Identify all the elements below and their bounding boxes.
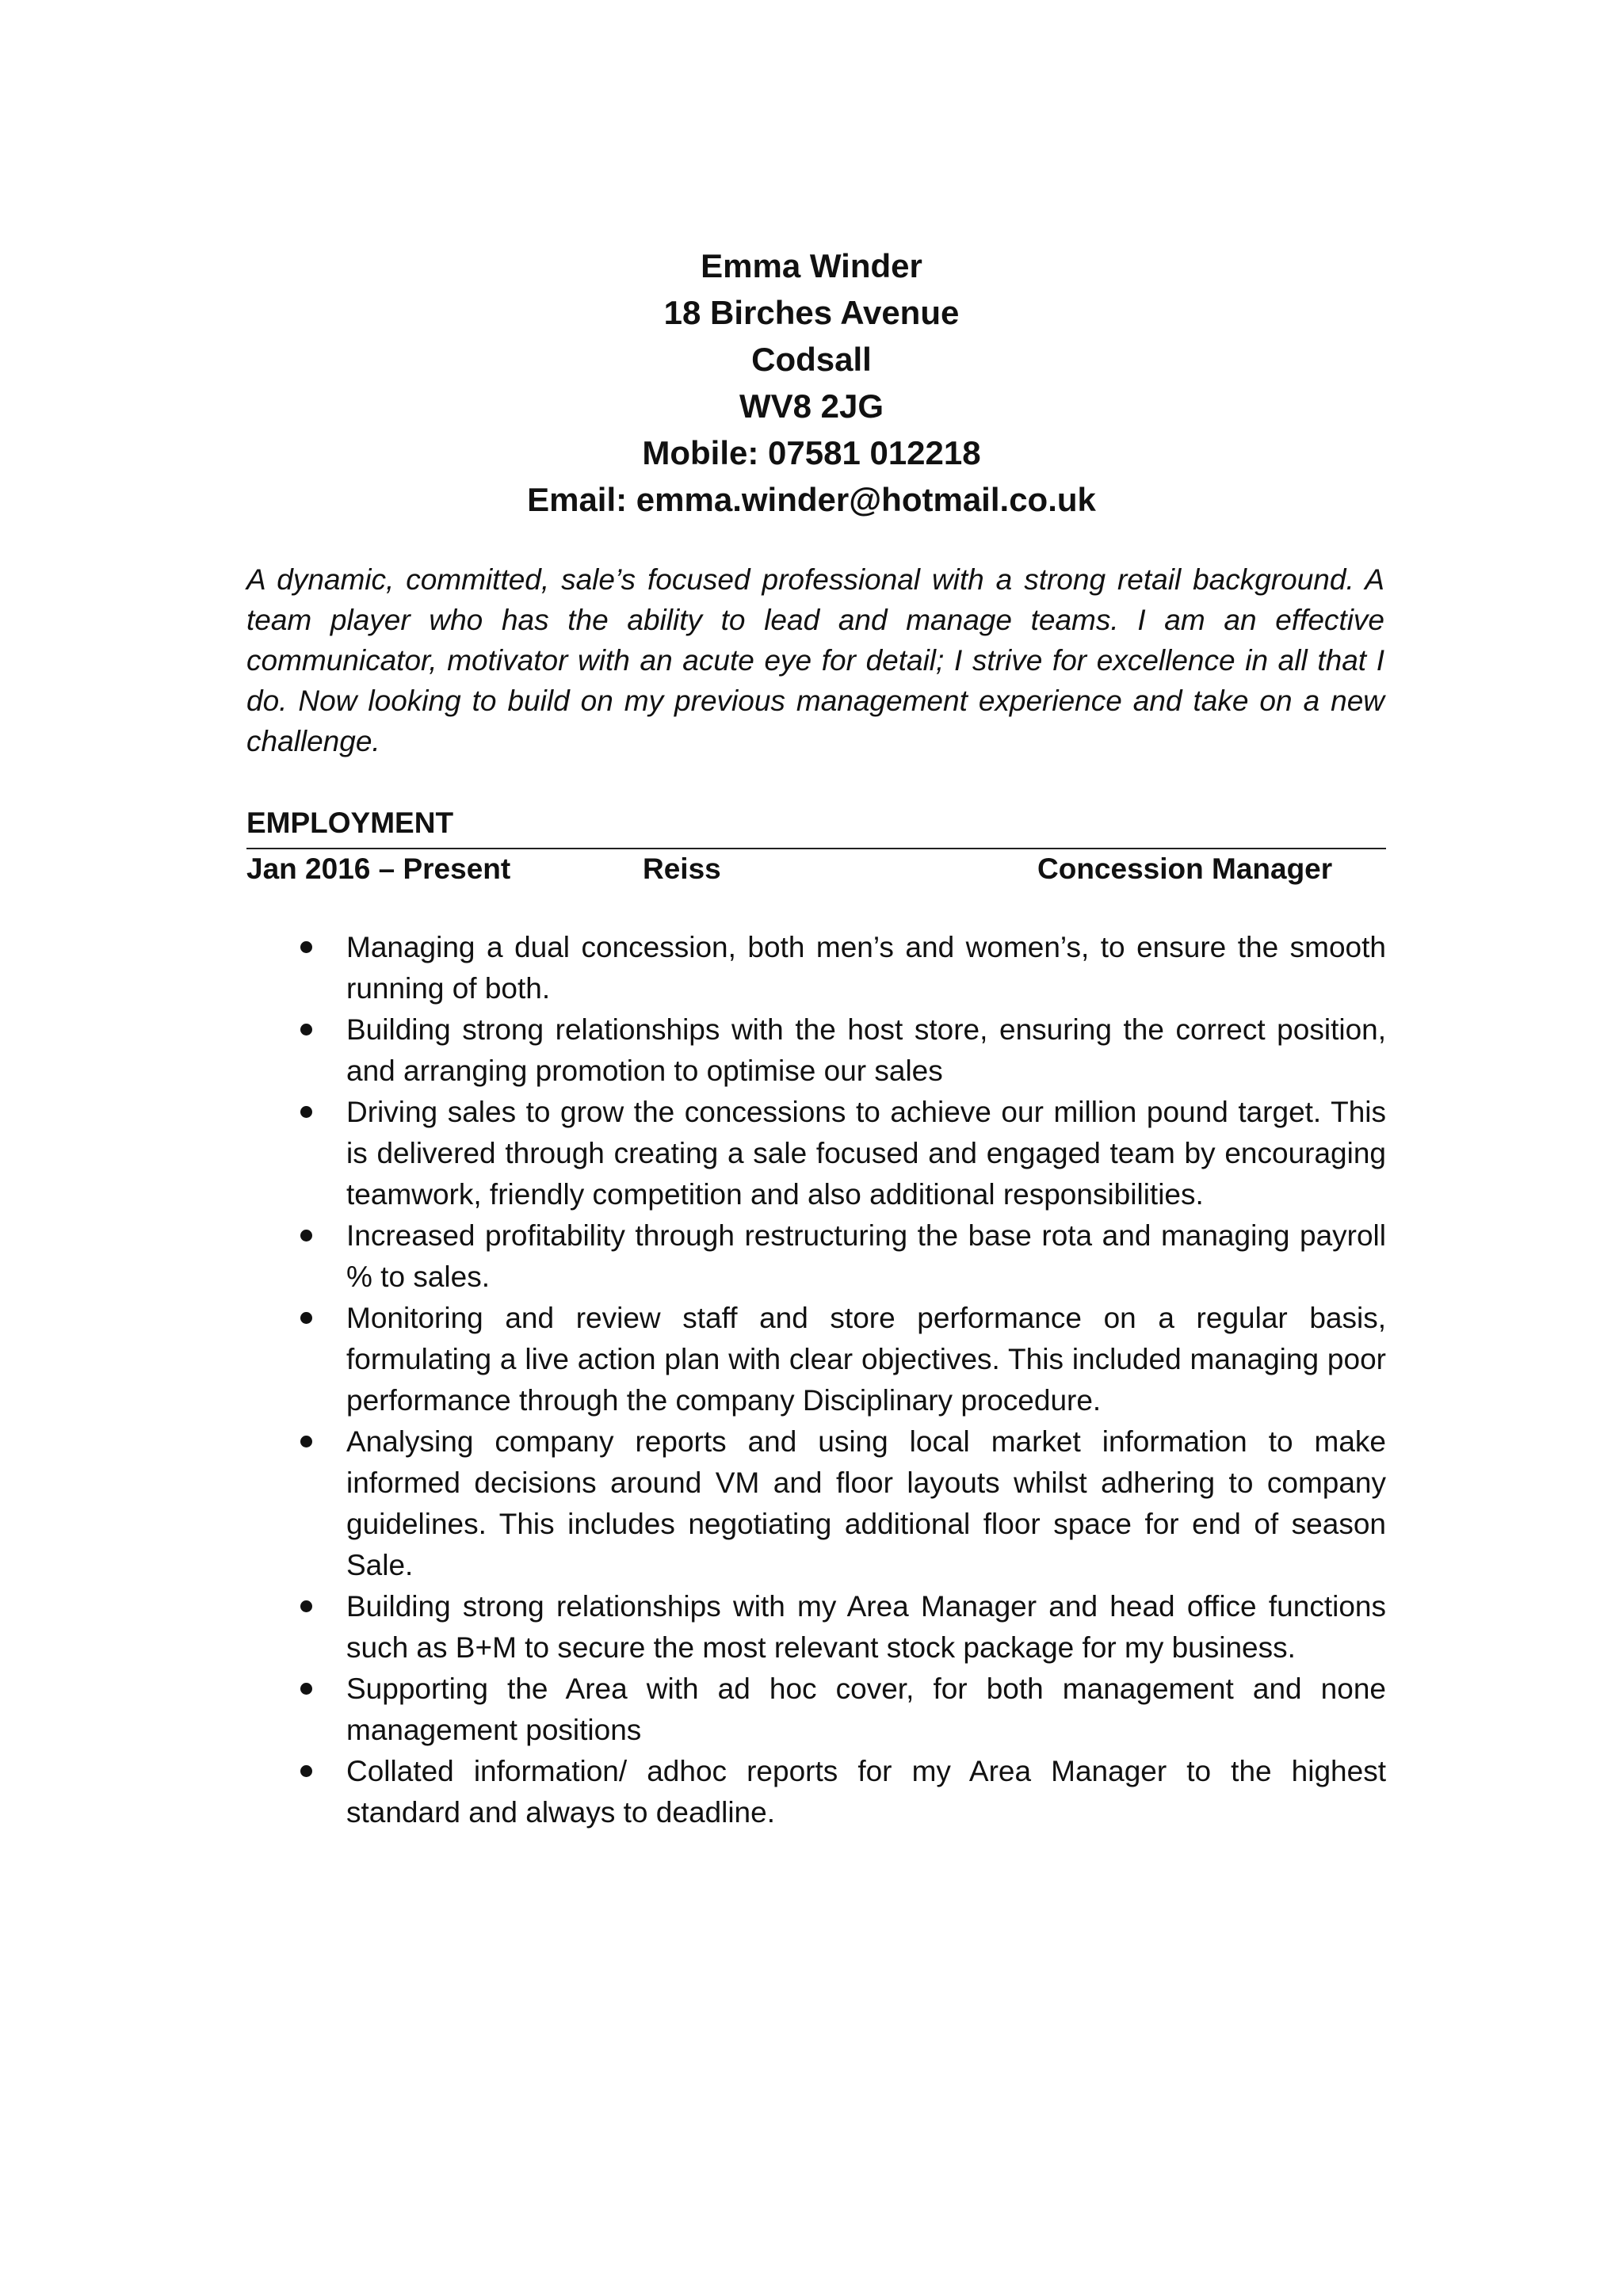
address-town: Codsall [751,341,872,378]
employment-heading: EMPLOYMENT [246,807,454,839]
email-address: Email: emma.winder@hotmail.co.uk [527,481,1096,518]
list-item-text: Supporting the Area with ad hoc cover, for both management and none management positions [346,1672,1386,1746]
list-item [346,1092,1386,1215]
list-item-text: Collated information/ adhoc reports for my Area Manager to the highest standard and always to deadline. [346,1755,1386,1829]
list-item-text: Managing a dual concession, both men’s and women’s, to ensure the smooth running of both. [346,931,1386,1005]
job-company: Reiss [643,852,721,885]
list-item [346,1298,1386,1421]
list-item [346,1421,1386,1586]
list-item-text: Building strong relationships with my Area Manager and head office functions such as B+M to secure the most relevant stock package for my business. [346,1590,1386,1664]
list-item-text: Increased profitability through restructuring the base rota and managing payroll % to sales. [346,1219,1386,1293]
job-header-row [246,849,1386,889]
list-item-text: Analysing company reports and using local market information to make informed decisions around VM and floor layouts whilst adhering to company guidelines. This includes negotiating additional floor space for end of season Sale. [346,1425,1386,1581]
bullet-icon [300,1106,312,1118]
list-item-text: Building strong relationships with the host store, ensuring the correct position, and arranging promotion to optimise our sales [346,1013,1386,1087]
bullet-icon [300,1436,312,1447]
job-title: Concession Manager [1037,852,1333,885]
job-responsibilities-list [346,927,1386,1833]
list-item [346,1586,1386,1669]
address-postcode: WV8 2JG [739,387,884,425]
job-dates: Jan 2016 – Present [246,852,511,885]
list-item [346,1009,1386,1092]
candidate-name: Emma Winder [701,247,922,284]
bullet-icon [300,1765,312,1777]
list-item [346,1669,1386,1751]
bullet-icon [300,1230,312,1241]
bullet-icon [300,1312,312,1324]
bullet-icon [300,1683,312,1695]
mobile-number: Mobile: 07581 012218 [642,434,981,471]
list-item-text: Driving sales to grow the concessions to achieve our million pound target. This is delivered through creating a sale focused and engaged team by encouraging teamwork, friendly competition and also additional responsibilities. [346,1096,1386,1211]
profile-summary: A dynamic, committed, sale’s focused professional with a strong retail background. A team player who has the ability to lead and manage teams. I am an effective communicator, motivator with an acute eye for detail; I strive for excellence in all that I do. Now looking to build on my previous management experience and take on a new challenge. [246,563,1384,757]
bullet-icon [300,1600,312,1612]
bullet-icon [300,941,312,953]
contact-header [0,242,1623,523]
bullet-icon [300,1024,312,1035]
address-street: 18 Birches Avenue [663,294,960,331]
list-item-text: Monitoring and review staff and store performance on a regular basis, formulating a live action plan with clear objectives. This included managing poor performance through the company Disciplinary procedure. [346,1302,1386,1417]
list-item [346,927,1386,1009]
list-item [346,1751,1386,1833]
list-item [346,1215,1386,1298]
